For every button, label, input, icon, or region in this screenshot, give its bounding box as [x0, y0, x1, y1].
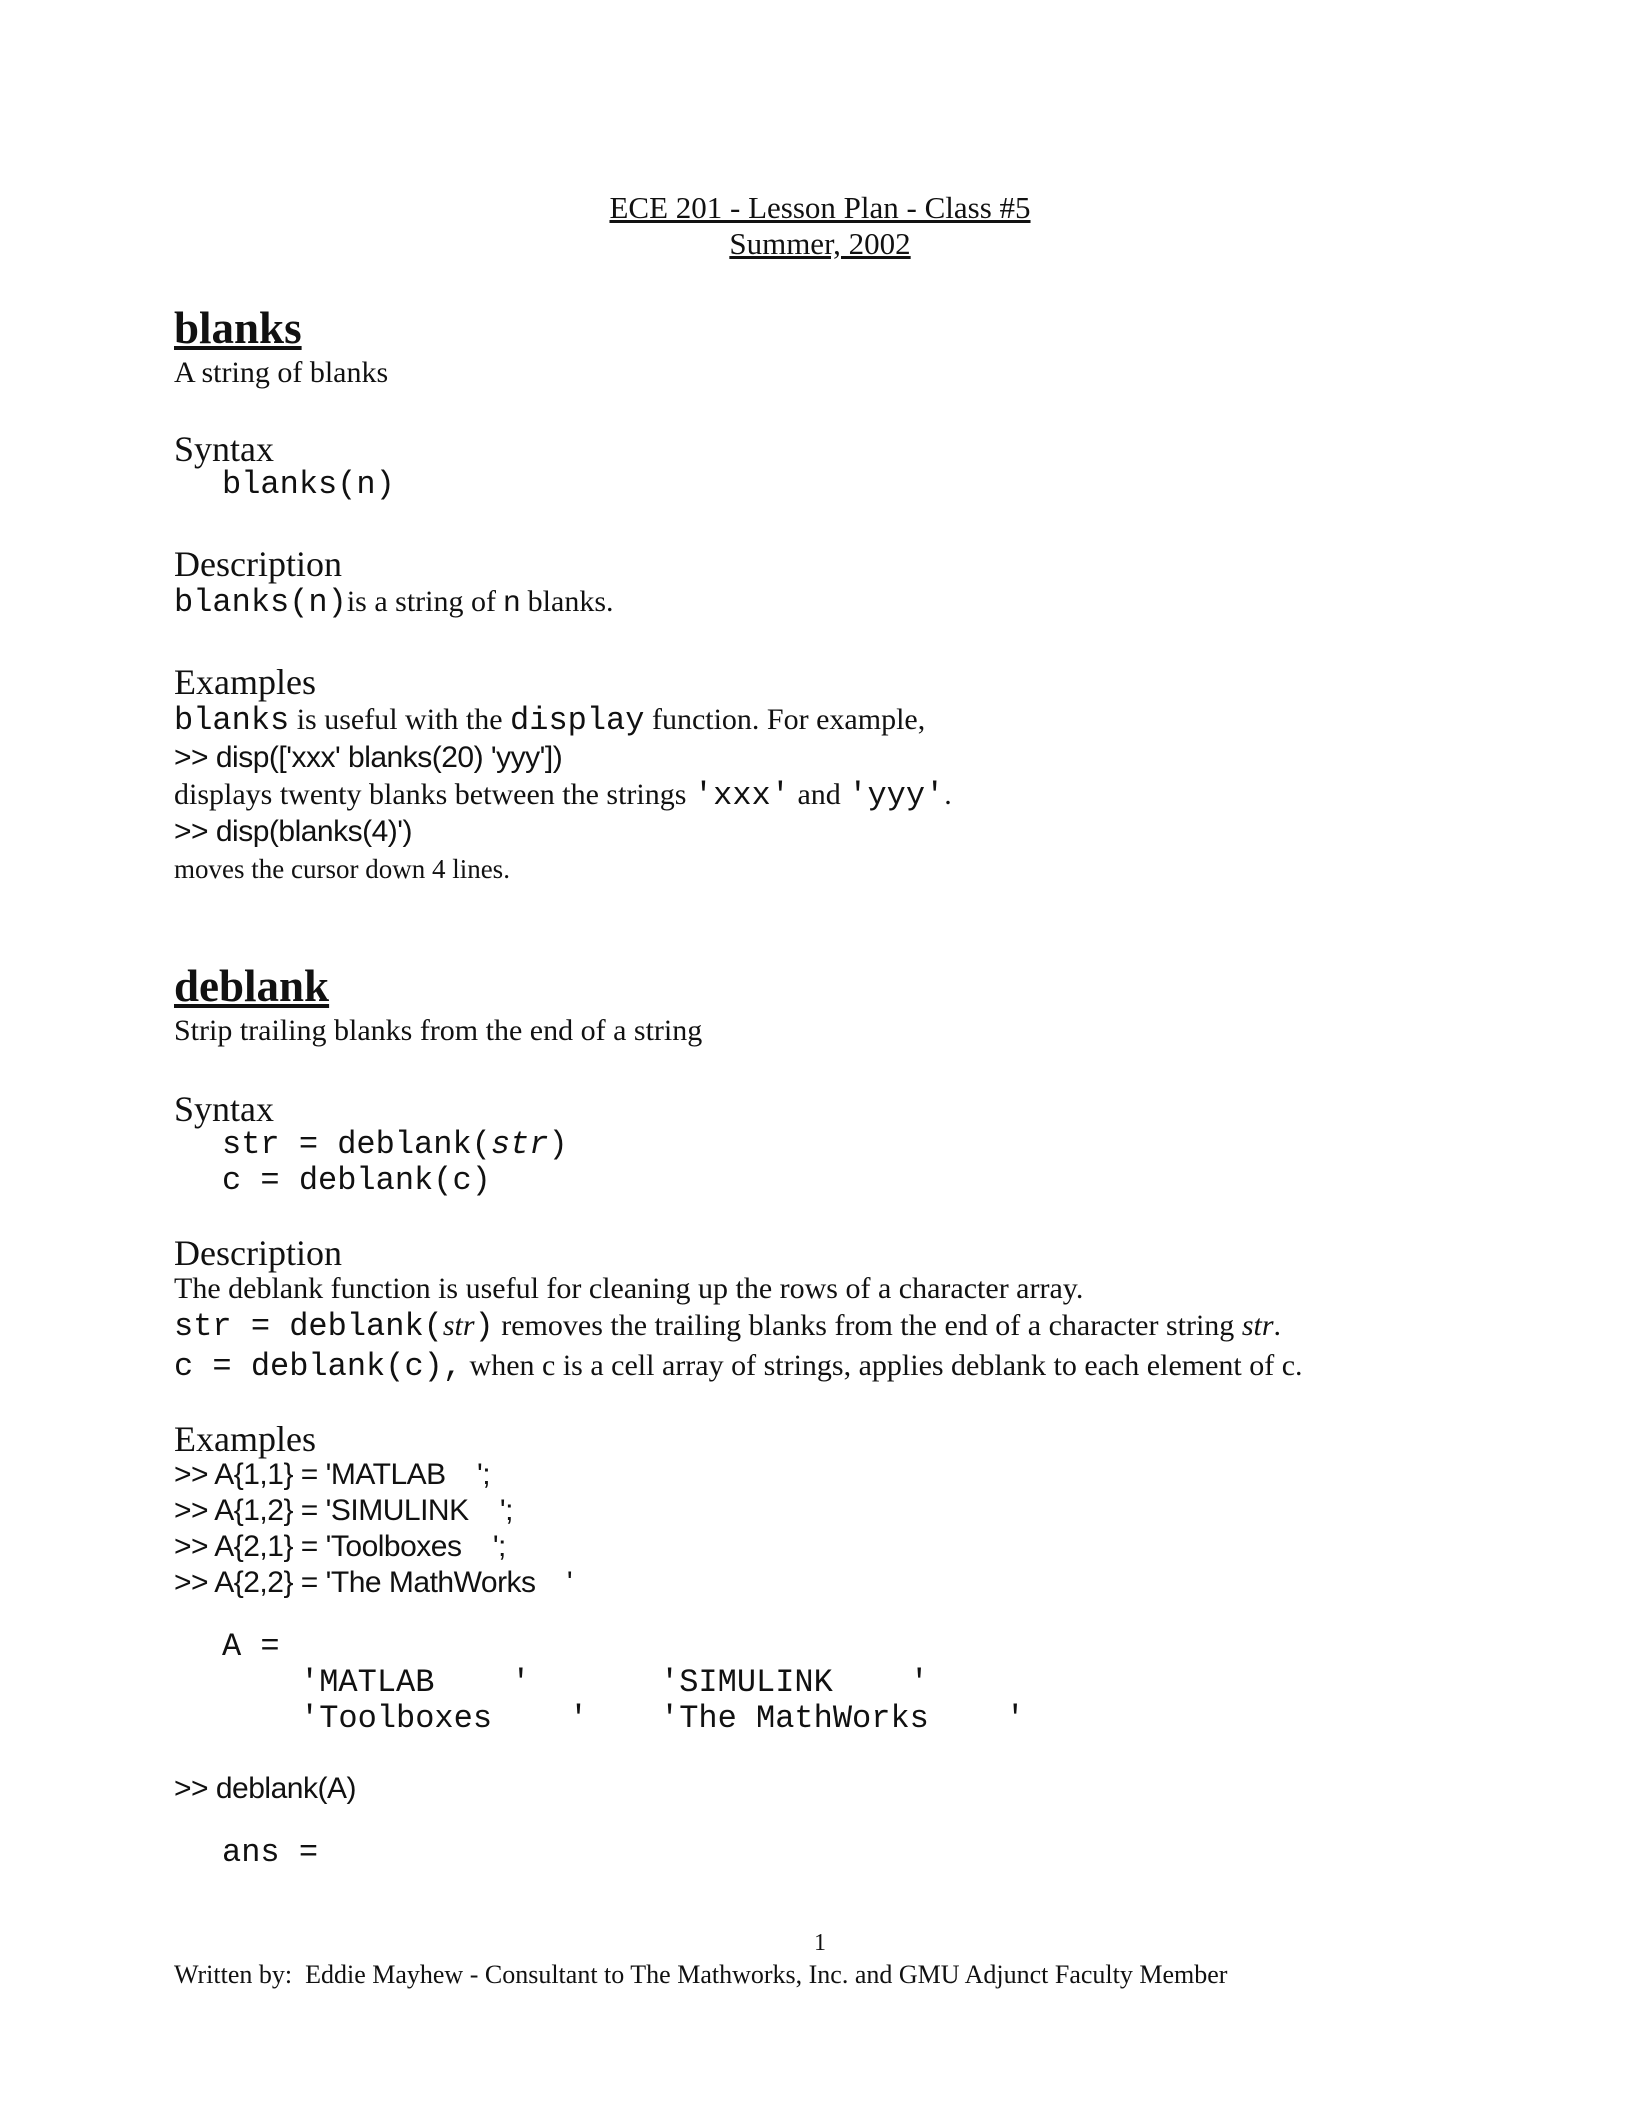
- deblank-syntax1-a: str = deblank(: [222, 1126, 491, 1163]
- blanks-ex1-text1: is useful with the: [289, 703, 511, 736]
- output-cell-r1c2: 'SIMULINK ': [660, 1664, 929, 1701]
- header-title: ECE 201 - Lesson Plan - Class #5: [609, 190, 1031, 225]
- blanks-title: blanks: [174, 303, 302, 353]
- output-a-label: A =: [222, 1628, 280, 1665]
- output-cell-r1c1: 'MATLAB ': [300, 1664, 531, 1701]
- deblank-example-line: >> A{1,2} = 'SIMULINK ';: [174, 1494, 513, 1527]
- deblank-syntax1-str: str: [490, 1126, 549, 1163]
- blanks-summary: A string of blanks: [174, 356, 389, 389]
- blanks-syntax: blanks(n): [222, 466, 395, 503]
- blanks-desc-text-end: blanks.: [520, 585, 614, 618]
- deblank-desc2-code1: str = deblank(: [174, 1308, 443, 1345]
- page-number: 1: [814, 1930, 826, 1956]
- blanks-description: [174, 584, 614, 621]
- blanks-ex1-text2: function. For example,: [644, 703, 926, 736]
- deblank-syntax-2: c = deblank(c): [222, 1162, 491, 1199]
- deblank-syntax1-c: ): [548, 1126, 568, 1163]
- deblank-cmd: >> deblank(A): [174, 1772, 356, 1805]
- deblank-example-line: >> A{2,2} = 'The MathWorks ': [174, 1566, 573, 1599]
- deblank-example-line: >> A{2,1} = 'Toolboxes ';: [174, 1530, 506, 1563]
- output-cell-r2c1: 'Toolboxes ': [300, 1700, 589, 1737]
- blanks-ex3-text2: and: [789, 778, 849, 811]
- output-ans-label: ans =: [222, 1834, 319, 1871]
- deblank-desc3-code: c = deblank(c),: [174, 1348, 463, 1385]
- blanks-description-heading: Description: [174, 544, 342, 584]
- deblank-desc2-it2: str: [1241, 1309, 1274, 1342]
- deblank-example-line: >> A{1,1} = 'MATLAB ';: [174, 1458, 491, 1491]
- header-term: Summer, 2002: [729, 226, 911, 261]
- blanks-example-line3: [174, 777, 952, 814]
- deblank-desc2-end: .: [1273, 1309, 1281, 1342]
- deblank-desc2-code2: ): [474, 1308, 494, 1345]
- deblank-title: deblank: [174, 961, 330, 1011]
- deblank-summary: Strip trailing blanks from the end of a string: [174, 1014, 703, 1047]
- deblank-desc2-it1: str: [442, 1309, 475, 1342]
- footer-author: Written by: Eddie Mayhew - Consultant to The Mathworks, Inc. and GMU Adjunct Faculty Member: [174, 1960, 1228, 1989]
- blanks-ex3-text1: displays twenty blanks between the strings: [174, 778, 694, 811]
- blanks-example-line5: moves the cursor down 4 lines.: [174, 854, 510, 884]
- blanks-example-cmd2: >> disp(blanks(4)'): [174, 815, 412, 848]
- blanks-ex1-code1: blanks: [174, 702, 290, 739]
- blanks-desc-text: is a string of: [346, 585, 504, 618]
- output-cell-r2c2: 'The MathWorks ': [660, 1700, 1025, 1737]
- blanks-ex3-text3: .: [944, 778, 952, 811]
- blanks-examples-heading: Examples: [174, 662, 316, 702]
- deblank-desc-line2: [174, 1308, 1281, 1345]
- blanks-desc-code: blanks(n): [174, 584, 347, 621]
- blanks-ex1-code2: display: [510, 702, 645, 739]
- deblank-description-heading: Description: [174, 1233, 342, 1273]
- blanks-example-cmd1: >> disp(['xxx' blanks(20) 'yyy']): [174, 741, 563, 774]
- deblank-desc-line3: [174, 1348, 1303, 1385]
- blanks-desc-n: n: [503, 585, 521, 618]
- blanks-example-line1: [174, 702, 925, 739]
- blanks-syntax-heading: Syntax: [174, 429, 275, 469]
- deblank-syntax-1: [222, 1126, 568, 1163]
- blanks-ex3-code2: 'yyy': [848, 777, 945, 814]
- blanks-ex3-code1: 'xxx': [693, 777, 790, 814]
- deblank-desc2-text: removes the trailing blanks from the end of a character string: [493, 1309, 1242, 1342]
- deblank-examples-heading: Examples: [174, 1419, 316, 1459]
- deblank-desc-line1: The deblank function is useful for cleaning up the rows of a character array.: [174, 1272, 1084, 1305]
- deblank-syntax-heading: Syntax: [174, 1089, 275, 1129]
- deblank-desc3-text: when c is a cell array of strings, applies deblank to each element of c.: [462, 1349, 1303, 1382]
